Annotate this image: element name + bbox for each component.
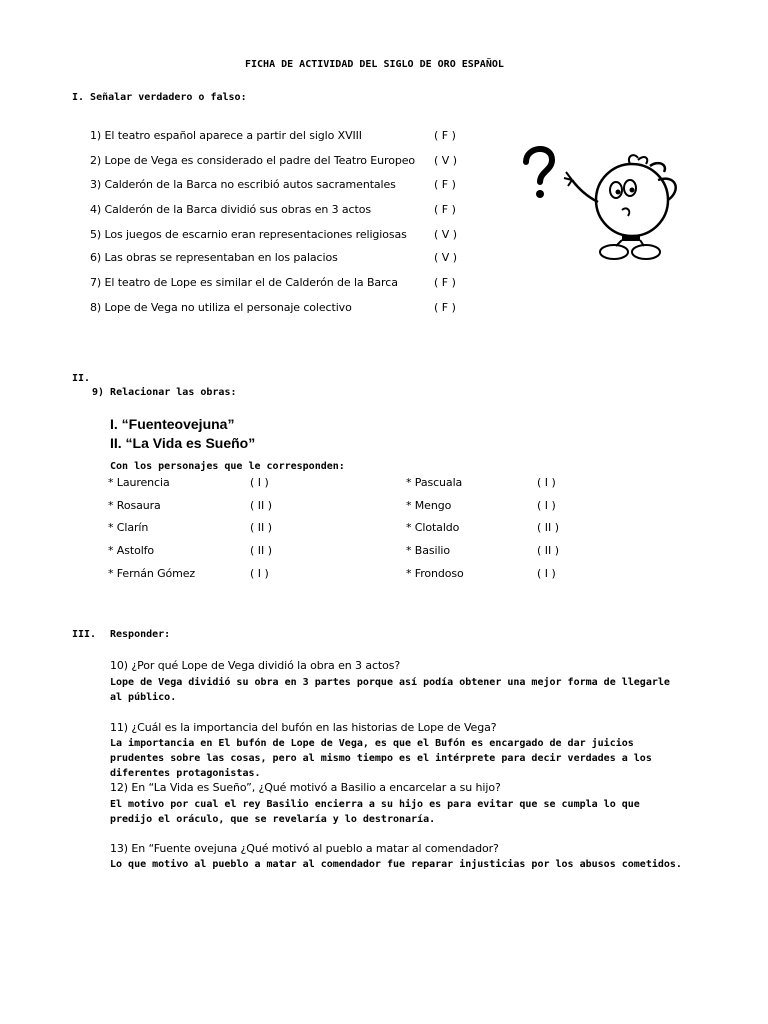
tf-item-answer: ( V )	[434, 154, 458, 167]
work-fuenteovejuna: I. “Fuenteovejuna”	[110, 416, 235, 432]
tf-item-answer: ( F )	[434, 276, 456, 289]
character-answer: ( II )	[537, 544, 560, 557]
answer-13: Lo que motivo al pueblo a matar al comendador fue reparar injusticias por los abusos cometidos.	[110, 859, 682, 870]
character-name: * Fernán Gómez	[108, 567, 196, 580]
character-answer: ( I )	[250, 567, 269, 580]
character-answer: ( II )	[250, 521, 273, 534]
tf-item-text: 4) Calderón de la Barca dividió sus obras en 3 actos	[90, 203, 371, 216]
character-answer: ( I )	[537, 499, 556, 512]
character-answer: ( II )	[537, 521, 560, 534]
character-name: * Basilio	[406, 544, 451, 557]
character-name: * Clarín	[108, 521, 149, 534]
tf-item-answer: ( F )	[434, 301, 456, 314]
character-name: * Astolfo	[108, 544, 155, 557]
question-13: 13) En “Fuente ovejuna ¿Qué motivó al pueblo a matar al comendador?	[110, 842, 499, 855]
character-answer: ( II )	[250, 499, 273, 512]
tf-item-answer: ( V )	[434, 251, 458, 264]
tf-item-text: 2) Lope de Vega es considerado el padre del Teatro Europeo	[90, 154, 416, 167]
character-answer: ( II )	[250, 544, 273, 557]
tf-item-answer: ( V )	[434, 228, 458, 241]
tf-item-text: 1) El teatro español aparece a partir del siglo XVIII	[90, 129, 362, 142]
tf-item-text: 6) Las obras se representaban en los palacios	[90, 251, 338, 264]
answer-11: La importancia en El bufón de Lope de Vega, es que el Bufón es encargado de dar juicios prudentes sobre las cosas, pero al mismo tiempo es el intérprete para decir verdades a los diferentes protagonistas.	[110, 738, 652, 779]
match-intro: Con los personajes que le corresponden:	[110, 461, 345, 472]
work-la-vida-es-sueno: II. “La Vida es Sueño”	[110, 435, 256, 451]
character-name: * Pascuala	[406, 476, 463, 489]
question-10: 10) ¿Por qué Lope de Vega dividió la obra en 3 actos?	[110, 659, 401, 672]
character-answer: ( I )	[537, 476, 556, 489]
character-name: * Mengo	[406, 499, 452, 512]
tf-item-text: 8) Lope de Vega no utiliza el personaje colectivo	[90, 301, 352, 314]
character-answer: ( I )	[537, 567, 556, 580]
answer-10: Lope de Vega dividió su obra en 3 partes porque así podía obtener una mejor forma de llegarle al público.	[110, 677, 670, 703]
section-3-heading: III.	[72, 629, 97, 640]
section-2-subheading: 9) Relacionar las obras:	[92, 387, 237, 398]
tf-item-text: 7) El teatro de Lope es similar el de Calderón de la Barca	[90, 276, 398, 289]
tf-item-text: 5) Los juegos de escarnio eran representaciones religiosas	[90, 228, 407, 241]
character-answer: ( I )	[250, 476, 269, 489]
character-name: * Rosaura	[108, 499, 161, 512]
question-12: 12) En “La Vida es Sueño”, ¿Qué motivó a Basilio a encarcelar a su hijo?	[110, 781, 501, 794]
question-11: 11) ¿Cuál es la importancia del bufón en las historias de Lope de Vega?	[110, 721, 497, 734]
tf-item-answer: ( F )	[434, 203, 456, 216]
section-1-heading: I. Señalar verdadero o falso:	[72, 92, 247, 103]
tf-item-answer: ( F )	[434, 129, 456, 142]
section-2-heading: II.	[72, 373, 91, 384]
tf-item-text: 3) Calderón de la Barca no escribió autos sacramentales	[90, 178, 396, 191]
character-name: * Laurencia	[108, 476, 170, 489]
thinking-cartoon-question-mark-icon	[518, 140, 698, 270]
tf-item-answer: ( F )	[434, 178, 456, 191]
character-name: * Frondoso	[406, 567, 464, 580]
character-name: * Clotaldo	[406, 521, 460, 534]
section-3-subheading: Responder:	[110, 629, 171, 640]
page-title: FICHA DE ACTIVIDAD DEL SIGLO DE ORO ESPAÑOL	[245, 59, 504, 70]
answer-12: El motivo por cual el rey Basilio encierra a su hijo es para evitar que se cumpla lo que predijo el oráculo, que se revelaría y lo destronaría.	[110, 799, 640, 825]
